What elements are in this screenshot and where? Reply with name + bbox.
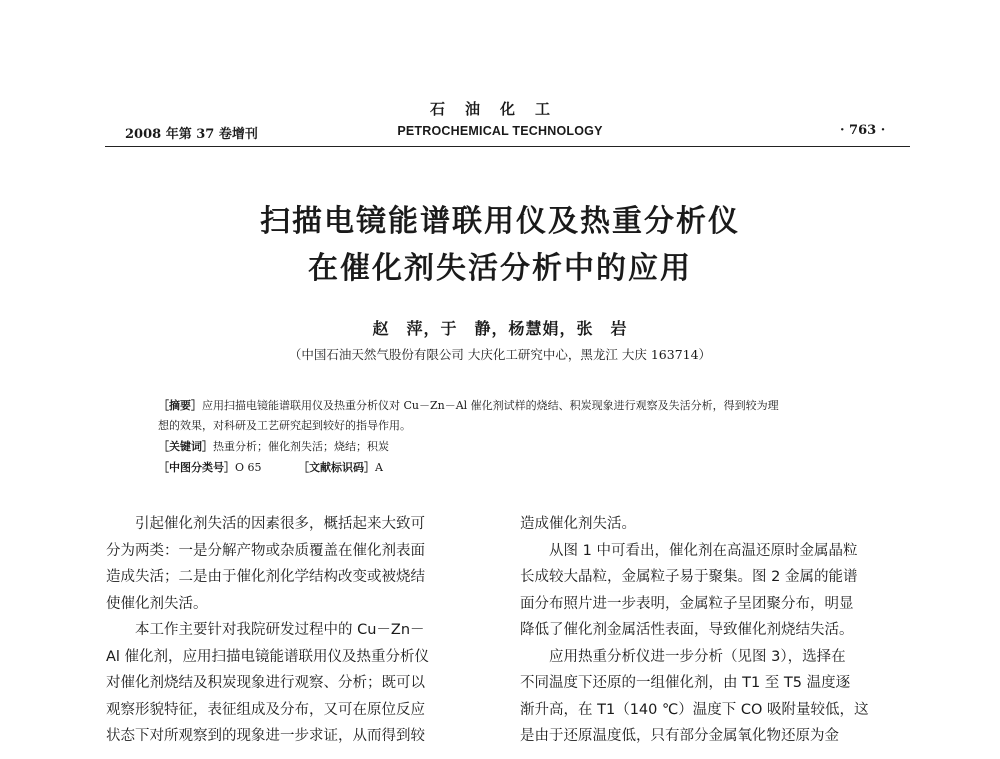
classification-line (158, 458, 262, 478)
body-line: 应用热重分析仪进一步分析（见图 3），选择在 (520, 648, 846, 665)
body-line: 面分布照片进一步表明，金属粒子呈团聚分布，明显 (520, 595, 854, 612)
body-line: 造成催化剂失活。 (520, 516, 636, 532)
keywords-text: 热重分析；催化剂失活；烧结；积炭 (213, 440, 389, 453)
journal-name-en: PETROCHEMICAL TECHNOLOGY (397, 124, 603, 138)
affiliation: （中国石油天然气股份有限公司 大庆化工研究中心，黑龙江 大庆 163714） (288, 347, 712, 362)
keywords-line (158, 437, 389, 457)
issue-info: 2008 年第 37 卷增刊 (125, 127, 258, 142)
abstract-line-2: 想的效果，对科研及工艺研究起到较好的指导作用。 (158, 419, 411, 432)
abstract-tag: ［摘要］ (158, 399, 202, 412)
document-mark-value: A (375, 461, 383, 474)
abstract-text-1: 应用扫描电镜能谱联用仪及热重分析仪对 Cu－Zn－Al 催化剂试样的烧结、积炭现象进行观察及失活分析，得到较为理 (202, 399, 779, 412)
body-line: Al 催化剂，应用扫描电镜能谱联用仪及热重分析仪 (106, 648, 430, 665)
body-line: 从图 1 中可看出，催化剂在高温还原时金属晶粒 (520, 542, 858, 559)
document-mark-line (298, 458, 383, 478)
body-line: 是由于还原温度低，只有部分金属氧化物还原为金 (520, 728, 839, 744)
body-line: 本工作主要针对我院研发过程中的 Cu－Zn－ (106, 622, 425, 638)
body-line: 观察形貌特征，表征组成及分布，又可在原位反应 (106, 701, 425, 718)
title-line-1: 扫描电镜能谱联用仪及热重分析仪 (260, 204, 740, 239)
keywords-tag: ［关键词］ (158, 440, 213, 453)
title-line-2: 在催化剂失活分析中的应用 (308, 251, 692, 286)
body-line: 使催化剂失活。 (106, 595, 208, 612)
classification-tag: ［中图分类号］ (158, 461, 235, 474)
abstract-line-1 (158, 396, 779, 416)
body-line: 降低了催化剂金属活性表面，导致催化剂烧结失活。 (520, 622, 854, 638)
body-line: 对催化剂烧结及积炭现象进行观察、分析；既可以 (106, 675, 425, 691)
document-mark-tag: ［文献标识码］ (298, 461, 375, 474)
body-line: 分为两类：一是分解产物或杂质覆盖在催化剂表面 (106, 542, 425, 559)
body-line: 引起催化剂失活的因素很多，概括起来大致可 (106, 516, 425, 532)
classification-value: O 65 (235, 461, 262, 474)
body-line: 长成较大晶粒，金属粒子易于聚集。图 2 金属的能谱 (520, 569, 858, 585)
header-rule (105, 146, 910, 147)
body-right-column (520, 511, 869, 750)
body-line: 造成失活；二是由于催化剂化学结构改变或被烧结 (106, 569, 425, 585)
body-left-column (106, 511, 429, 750)
journal-name-cn: 石油化工 (429, 100, 570, 118)
body-line: 状态下对所观察到的现象进一步求证，从而得到较 (106, 728, 425, 744)
page-number: · 763 · (840, 123, 886, 138)
body-line: 不同温度下还原的一组催化剂，由 T1 至 T5 温度逐 (520, 675, 851, 691)
body-line: 渐升高，在 T1（140 ℃）温度下 CO 吸附量较低，这 (520, 701, 869, 718)
authors: 赵 萍，于 静，杨慧娟，张 岩 (372, 319, 628, 338)
